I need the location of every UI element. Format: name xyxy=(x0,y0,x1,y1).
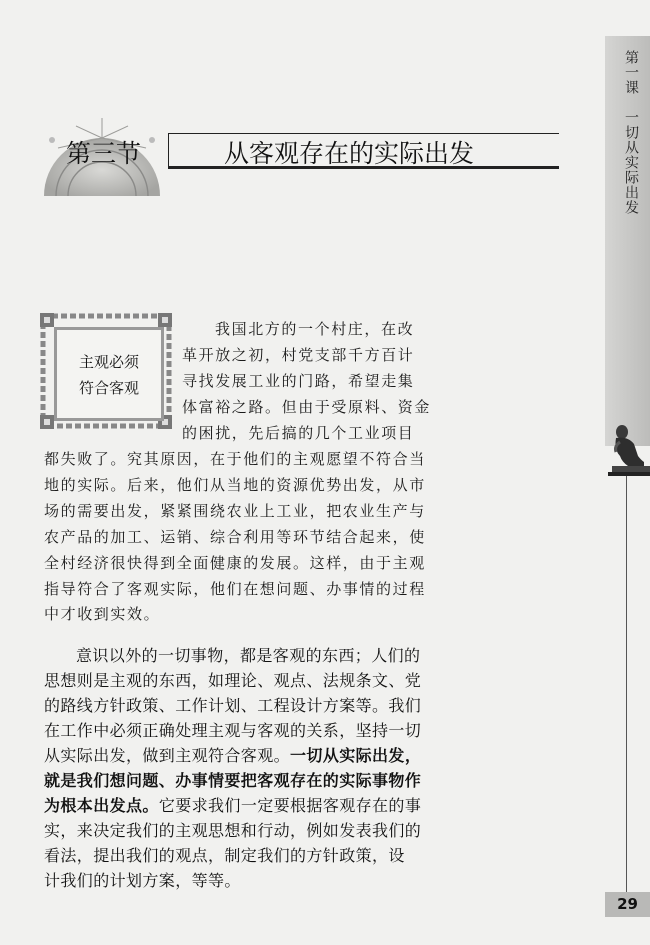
case-line: 场的需要出发，紧紧围绕农业上工业，把农业生产与 xyxy=(44,502,426,520)
thinker-statue-icon xyxy=(608,422,650,476)
body-line: 在工作中必须正确处理主观与客观的关系，坚持一切 xyxy=(44,721,422,740)
case-line: 中才收到实效。 xyxy=(44,605,161,623)
body-line: 看法，提出我们的观点，制定我们的方针政策，设 xyxy=(44,846,405,865)
principle-text xyxy=(54,349,164,401)
case-line: 寻找发展工业的门路，希望走集 xyxy=(182,372,415,390)
key-statement: 一切从实际出发， xyxy=(290,746,422,765)
case-line: 我国北方的一个村庄，在改 xyxy=(215,320,415,338)
body-text: 它要求我们一定要根据客观存在的事 xyxy=(158,796,422,815)
case-line: 的困扰，先后搞的几个工业项目 xyxy=(182,424,415,442)
body-line xyxy=(44,743,421,766)
case-line: 体富裕之路。但由于受原料、资金 xyxy=(182,398,432,416)
chapter-side-tab xyxy=(605,36,650,446)
section-number: 第三节 xyxy=(66,139,142,168)
body-line: 的路线方针政策、工作计划、工程设计方案等。我们 xyxy=(44,696,422,715)
body-line: 意识以外的一切事物，都是客观的东西；人们的 xyxy=(76,646,421,665)
principle-line-1: 主观必须 xyxy=(78,353,139,371)
chapter-number: 第一课 xyxy=(623,50,639,95)
case-line: 革开放之初，村党支部千方百计 xyxy=(182,346,415,364)
case-line: 都失败了。究其原因，在于他们的主观愿望不符合当 xyxy=(44,450,426,468)
body-line: 实，来决定我们的主观思想和行动，例如发表我们的 xyxy=(44,821,422,840)
page-number: 29 xyxy=(617,895,638,913)
section-title: 从客观存在的实际出发 xyxy=(224,139,475,168)
body-text: 从实际出发，做到主观符合客观。 xyxy=(44,746,291,765)
margin-rule xyxy=(626,476,627,892)
body-line: 计我们的计划方案，等等。 xyxy=(44,871,241,890)
page-number-box xyxy=(605,892,650,917)
key-statement: 就是我们想问题、办事情要把客观存在的实际事物作 xyxy=(44,771,422,790)
body-line xyxy=(44,793,421,816)
chapter-title: 一切从实际出发 xyxy=(623,110,639,215)
chapter-tab-label xyxy=(613,50,641,215)
key-statement: 为根本出发点。 xyxy=(44,796,159,815)
case-line: 指导符合了客观实际，他们在想问题、办事情的过程 xyxy=(44,580,426,598)
body-line: 思想则是主观的东西，如理论、观点、法规条文、党 xyxy=(44,671,422,690)
case-line: 农产品的加工、运销、综合利用等环节结合起来，使 xyxy=(44,528,426,546)
principle-line-2: 符合客观 xyxy=(78,379,139,397)
case-line: 全村经济很快得到全面健康的发展。这样，由于主观 xyxy=(44,554,426,572)
case-line: 地的实际。后来，他们从当地的资源优势出发，从市 xyxy=(44,476,426,494)
